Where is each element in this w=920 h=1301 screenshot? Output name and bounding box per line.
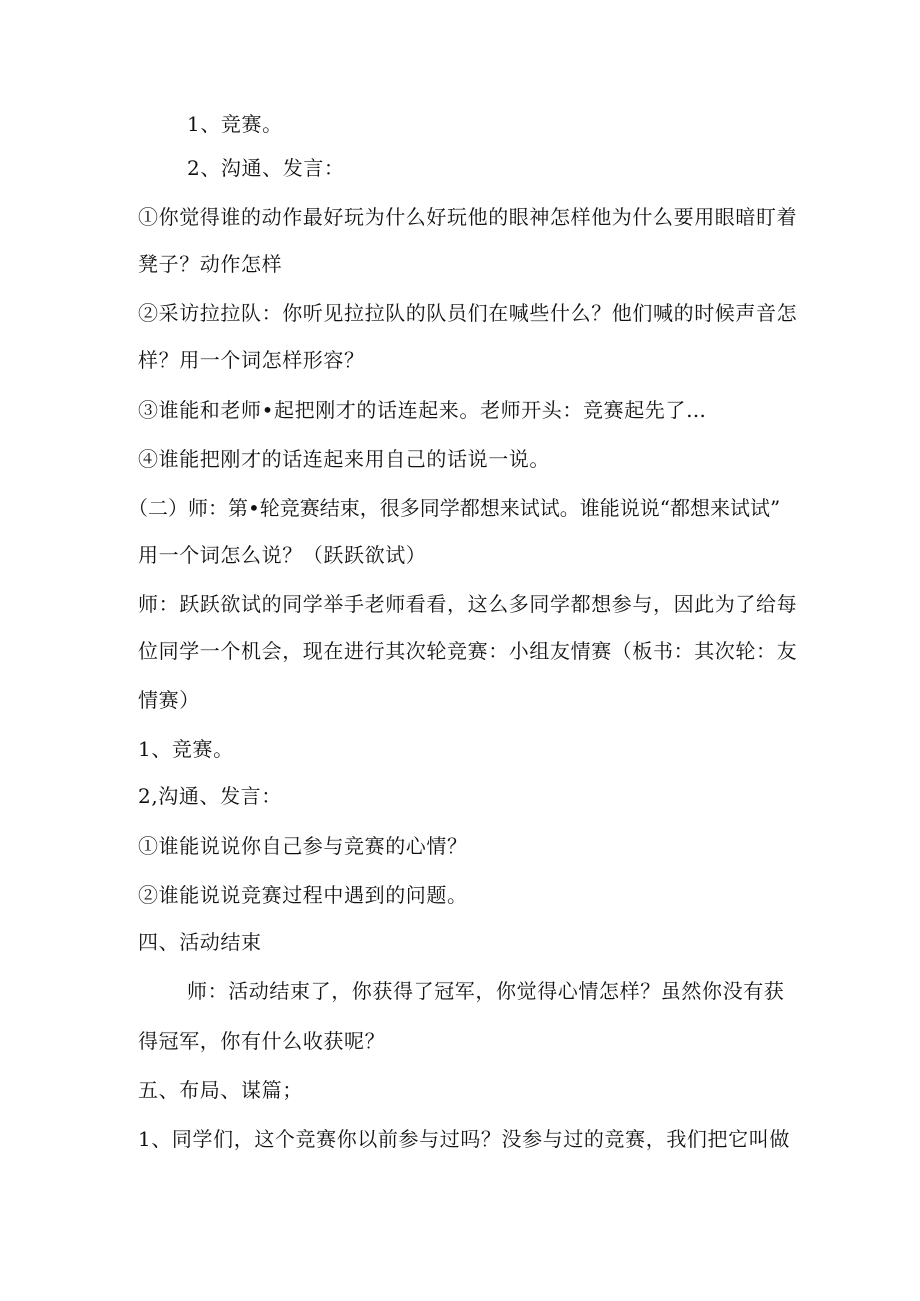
- text-line: 1、竞赛。: [187, 112, 283, 136]
- text-line: 得冠军，你有什么收获呢？: [138, 1029, 386, 1053]
- section-heading: 四、活动结束: [138, 930, 262, 954]
- text-line: 样？用一个词怎样形容？: [138, 348, 365, 372]
- text-line: 师：活动结束了，你获得了冠军，你觉得心情怎样？虽然你没有获: [187, 979, 785, 1003]
- text-line: ②谁能说说竞赛过程中遇到的问题。: [138, 883, 468, 907]
- text-line: 1、同学们，这个竞赛你以前参与过吗？没参与过的竞赛，我们把它叫做: [138, 1127, 790, 1151]
- text-line: ④谁能把刚才的话连起来用自己的话说一说。: [138, 447, 550, 471]
- text-line: （二）师：第•轮竞赛结束，很多同学都想来试试。谁能说说“都想来试试”: [128, 496, 781, 520]
- text-line: 2、沟通、发言：: [187, 156, 345, 180]
- text-line: 凳子？动作怎样: [138, 252, 283, 276]
- text-line: ①你觉得谁的动作最好玩为什么好玩他的眼神怎样他为什么要用眼暗盯着: [138, 205, 798, 229]
- section-heading: 五、布局、谋篇；: [138, 1078, 303, 1102]
- text-line: 2,沟通、发言：: [138, 784, 282, 808]
- text-line: 位同学一个机会，现在进行其次轮竞赛：小组友情赛（板书：其次轮：友: [138, 639, 798, 663]
- text-line: ①谁能说说你自己参与竞赛的心情？: [138, 834, 468, 858]
- text-line: 1、竞赛。: [138, 737, 234, 761]
- text-line: 师：跃跃欲试的同学举手老师看看，这么多同学都想参与，因此为了给每: [138, 592, 798, 616]
- text-line: ③谁能和老师•起把刚才的话连起来。老师开头：竞赛起先了…: [138, 398, 707, 422]
- text-line: 用一个词怎么说？（跃跃欲试）: [138, 543, 427, 567]
- text-line: ②采访拉拉队：你听见拉拉队的队员们在喊些什么？他们喊的时候声音怎: [138, 301, 798, 325]
- text-line: 情赛）: [138, 688, 200, 712]
